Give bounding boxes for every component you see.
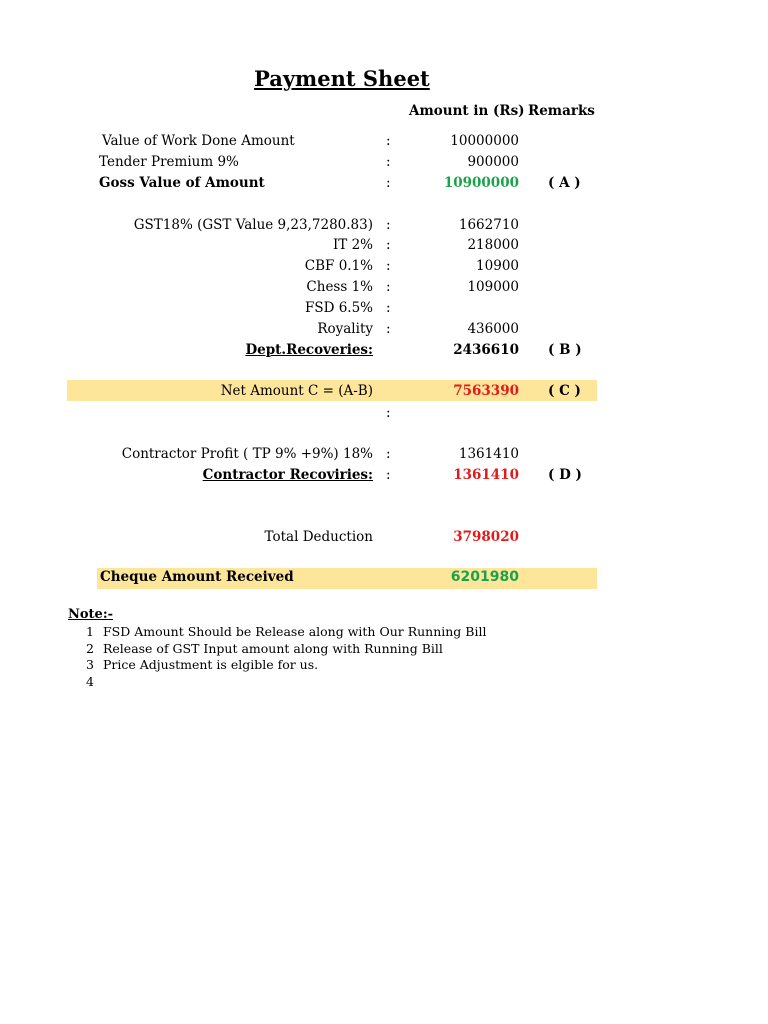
row-amount: 10900 xyxy=(476,258,519,274)
row-amount: 3798020 xyxy=(453,529,519,545)
row-tender-premium xyxy=(0,154,768,175)
note-text: FSD Amount Should be Release along with Our Running Bill xyxy=(102,624,487,639)
row-royality xyxy=(0,321,768,342)
row-cbf xyxy=(0,258,768,279)
row-amount: 1662710 xyxy=(458,217,519,233)
row-total-deduction xyxy=(0,529,768,550)
row-label: Total Deduction xyxy=(264,529,373,545)
row-label: Tender Premium 9% xyxy=(99,154,239,170)
row-amount: 900000 xyxy=(467,154,519,170)
row-label: Goss Value of Amount xyxy=(99,175,265,191)
row-empty xyxy=(0,405,768,426)
row-contractor-recoveries xyxy=(0,467,768,488)
note-text: Release of GST Input amount along with Running Bill xyxy=(102,641,443,656)
note-number: 4 xyxy=(86,674,94,689)
row-remark: ( D ) xyxy=(548,467,582,483)
row-colon: : xyxy=(386,279,391,295)
remarks-column-header: Remarks xyxy=(528,103,595,119)
page-title: Payment Sheet xyxy=(254,66,430,91)
note-item xyxy=(86,657,318,672)
row-amount: 2436610 xyxy=(453,342,519,358)
row-chess xyxy=(0,279,768,300)
note-number: 2 xyxy=(86,641,94,656)
row-remark: ( A ) xyxy=(548,175,581,191)
row-label: Net Amount C = (A-B) xyxy=(220,383,373,399)
row-label: GST18% (GST Value 9,23,7280.83) xyxy=(133,217,373,233)
note-item xyxy=(86,624,486,639)
note-number: 1 xyxy=(86,624,94,639)
row-amount: 436000 xyxy=(467,321,519,337)
row-colon: : xyxy=(386,446,391,462)
row-colon: : xyxy=(386,321,391,337)
row-colon: : xyxy=(386,175,391,191)
amount-column-header: Amount in (Rs) xyxy=(409,103,525,119)
row-amount: 7563390 xyxy=(453,383,519,399)
note-item xyxy=(86,674,99,689)
row-net-amount xyxy=(0,383,768,404)
row-colon: : xyxy=(386,154,391,170)
row-colon: : xyxy=(386,300,391,316)
row-amount: 1361410 xyxy=(453,467,519,483)
row-it xyxy=(0,237,768,258)
row-amount: 6201980 xyxy=(450,569,519,585)
row-amount: 1361410 xyxy=(458,446,519,462)
notes-title: Note:- xyxy=(68,607,114,622)
row-colon: : xyxy=(386,217,391,233)
row-colon: : xyxy=(386,237,391,253)
row-colon: : xyxy=(386,133,391,149)
row-label: Cheque Amount Received xyxy=(100,569,294,585)
row-contractor-profit xyxy=(0,446,768,467)
row-label: Chess 1% xyxy=(306,279,373,295)
row-gross-value xyxy=(0,175,768,196)
row-label: Value of Work Done Amount xyxy=(102,133,295,149)
row-label: Dept.Recoveries: xyxy=(245,342,373,358)
row-label: Contractor Profit ( TP 9% +9%) 18% xyxy=(121,446,373,462)
row-work-done xyxy=(0,133,768,154)
row-fsd xyxy=(0,300,768,321)
row-amount: 218000 xyxy=(467,237,519,253)
row-remark: ( B ) xyxy=(548,342,582,358)
row-colon: : xyxy=(386,405,391,421)
row-amount: 10900000 xyxy=(443,175,519,191)
row-dept-recoveries xyxy=(0,342,768,363)
note-number: 3 xyxy=(86,657,94,672)
row-gst xyxy=(0,217,768,238)
row-label: Royality xyxy=(317,321,373,337)
row-label: CBF 0.1% xyxy=(304,258,373,274)
row-amount: 109000 xyxy=(467,279,519,295)
row-label: Contractor Recoviries: xyxy=(202,467,373,483)
row-cheque xyxy=(0,569,768,590)
note-text: Price Adjustment is elgible for us. xyxy=(102,657,319,672)
row-colon: : xyxy=(386,258,391,274)
row-label: IT 2% xyxy=(332,237,373,253)
note-item xyxy=(86,641,443,656)
row-colon: : xyxy=(386,467,391,483)
row-label: FSD 6.5% xyxy=(304,300,373,316)
row-remark: ( C ) xyxy=(548,383,581,399)
row-amount: 10000000 xyxy=(450,133,519,149)
